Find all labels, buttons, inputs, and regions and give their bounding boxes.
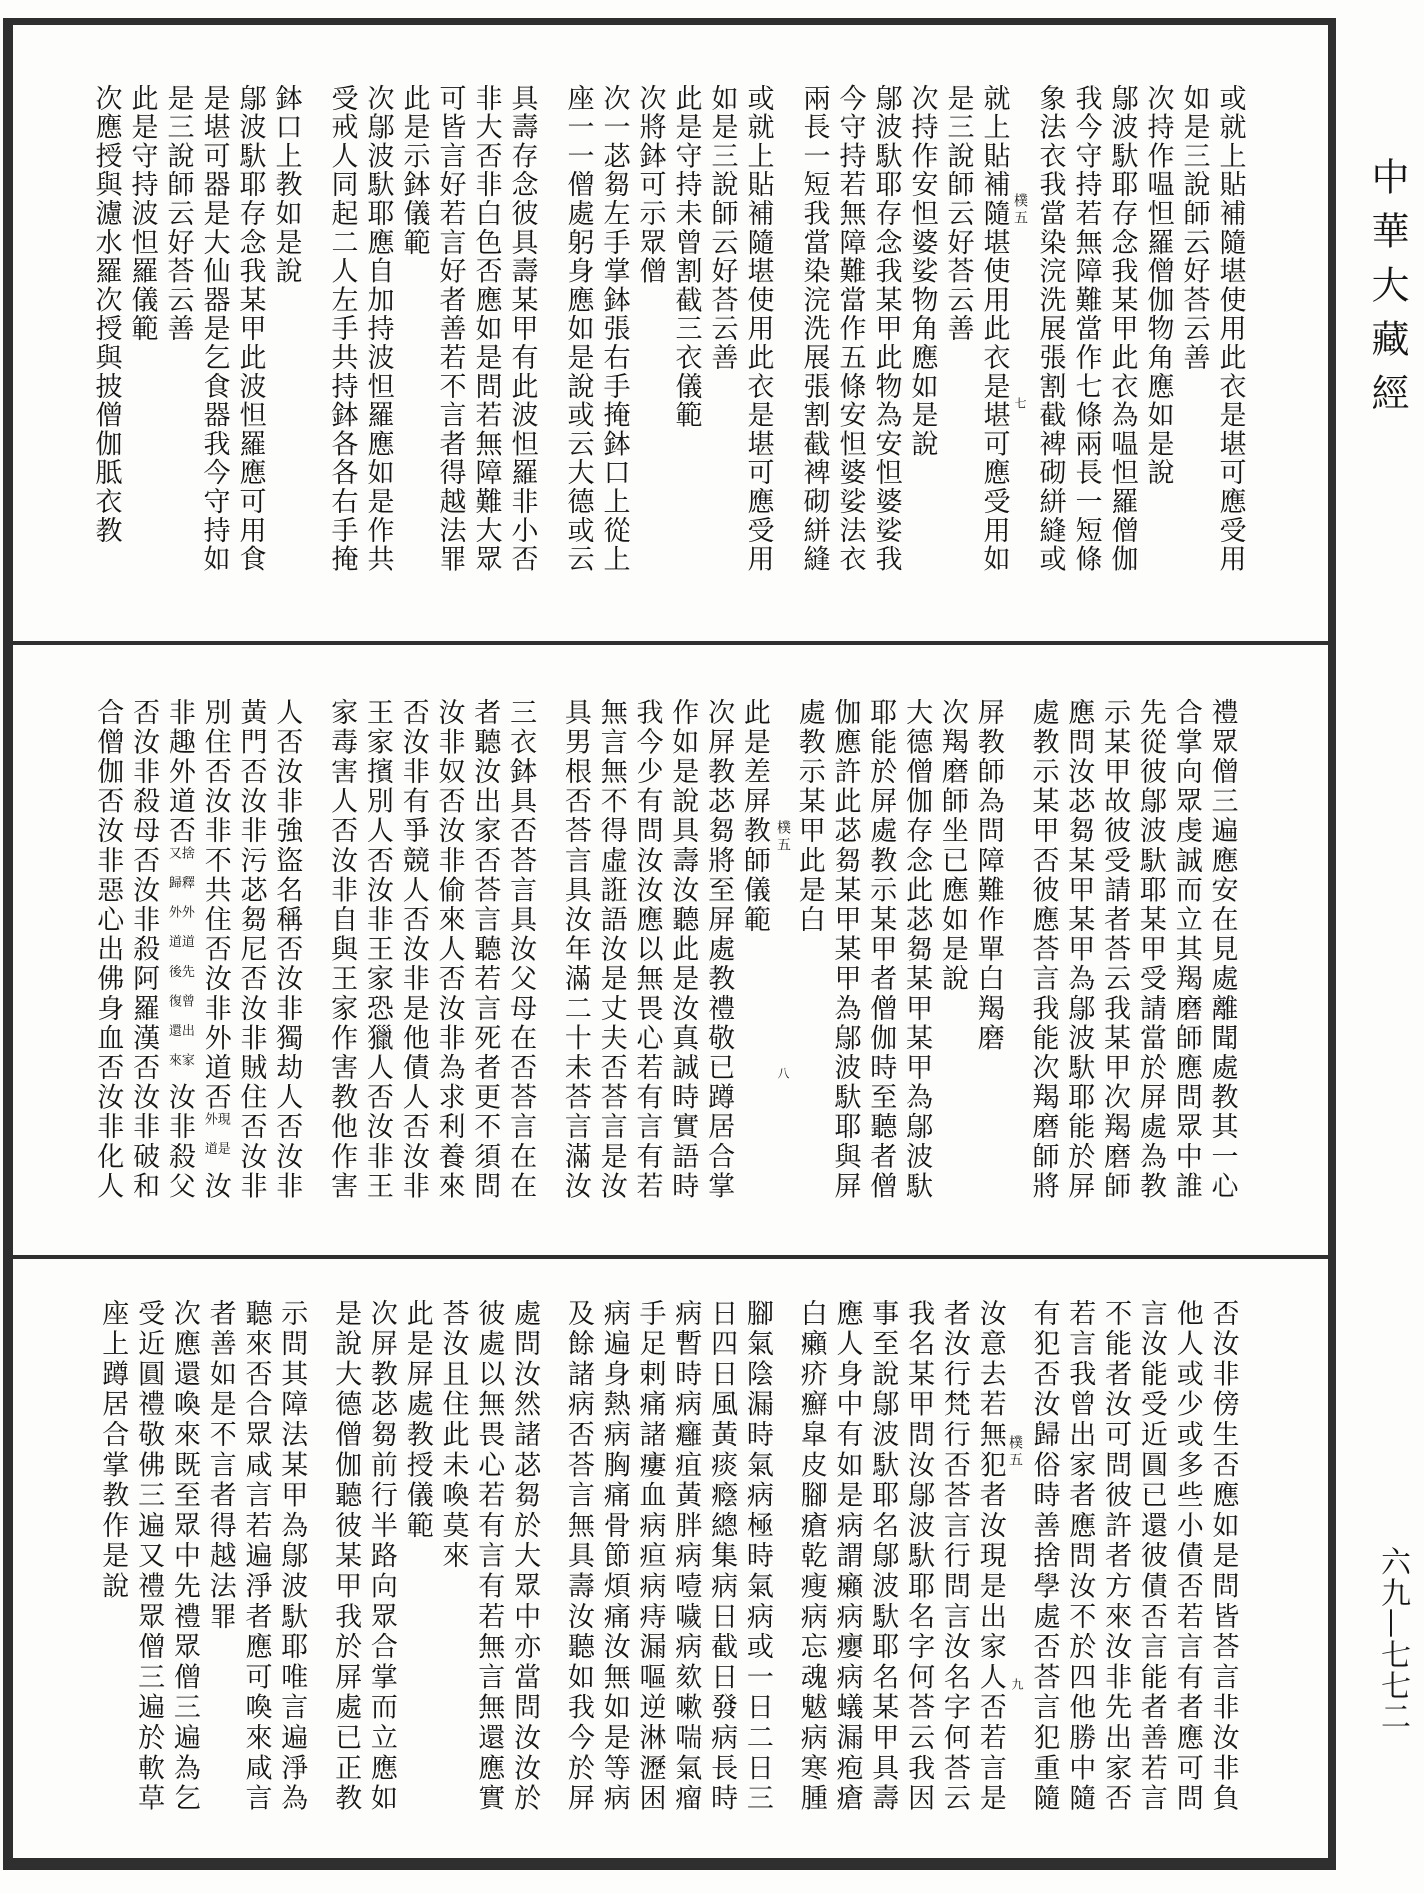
text-column: 有犯否汝歸俗時善捨學處否荅言犯重隨	[1028, 1298, 1060, 1814]
text-column: 非大否非白色否應如是問若無障難大眾	[470, 83, 502, 574]
register-1	[13, 25, 1328, 641]
text-column: 如是三說師云好荅云善	[706, 83, 738, 372]
text-column: 者聽汝出家否荅言聽若言死者更不須問	[469, 697, 501, 1201]
text-column: 象法衣我當染浣洗展張割截裨砌絣縫或	[1034, 83, 1066, 574]
collation-note-number: 八	[776, 1067, 790, 1079]
text-column: 座上蹲居合掌教作是說	[97, 1298, 129, 1602]
text-column: 不能者汝可問彼許者方來汝非先出家否	[1100, 1298, 1132, 1814]
text-column: 合掌向眾虔誠而立其羯磨師應問眾中誰	[1170, 697, 1202, 1201]
text-column: 此是差屏教師儀範	[738, 697, 770, 935]
text-column: 耶能於屏處教示某甲者僧伽時至聽者僧	[865, 697, 897, 1201]
collation-note-number: 九	[1010, 1678, 1024, 1690]
text-column: 否汝非殺母否汝非殺阿羅漢否汝非破和	[128, 697, 160, 1201]
text-column: 彼處以無畏心若有言有若無言無還應實	[473, 1298, 505, 1814]
text-column: 處教示某甲此是白	[793, 697, 825, 935]
text-column: 我今少有問汝汝應以無畏心若有言有若	[631, 697, 663, 1201]
text-column: 病遍身熱病胸痛骨節煩痛汝無如是等病	[598, 1298, 630, 1814]
text-column: 是堪可器是大仙器是乞食器我今守持如	[198, 83, 230, 574]
text-column: 次應授與濾水羅次授與披僧伽胝衣教	[90, 83, 122, 545]
text-column: 及餘諸病否荅言無具壽汝聽如我今於屏	[562, 1298, 594, 1814]
register-2	[13, 645, 1328, 1255]
text-column: 屏教師為問障難作單白羯磨	[972, 697, 1004, 1053]
text-column: 我名某甲問汝鄔波馱耶名字何荅云我因	[903, 1298, 935, 1814]
text-column: 次羯磨師坐已應如是說	[936, 697, 968, 994]
sheet-marker-note: 樸五	[775, 820, 791, 854]
text-column: 此是守持未曾割截三衣儀範	[670, 83, 702, 430]
annotation-line-right: 現是	[214, 1111, 230, 1172]
text-column: 否汝非有爭競人否汝非是他債人否汝非	[397, 697, 429, 1201]
text-column: 鉢口上教如是說	[270, 83, 302, 286]
text-column: 應問汝苾芻某甲某甲為鄔波馱耶能於屏	[1063, 697, 1095, 1201]
text-column: 是三說師云好荅云善	[162, 83, 194, 343]
text-column: 人否汝非強盜名稱否汝非獨劫人否汝非	[271, 697, 303, 1201]
sheet-marker-note: 樸五	[1007, 1435, 1023, 1469]
text-column: 我今守持若無障難當作七條兩長一短條	[1070, 83, 1102, 574]
text-column: 腳氣陰漏時氣病極時氣病或一日二日三	[741, 1298, 773, 1814]
text-column: 汝意去若無犯者汝現是出家人否若言是	[974, 1298, 1006, 1814]
collation-note-number: 七	[1013, 397, 1027, 409]
text-column: 大德僧伽存念此苾芻某甲某甲為鄔波馱	[901, 697, 933, 1201]
text-column: 若言我曾出家者應問汝不於四他勝中隨	[1064, 1298, 1096, 1814]
text-column: 次一苾芻左手掌鉢張右手掩鉢口上從上	[598, 83, 630, 574]
register-3	[13, 1259, 1328, 1858]
text-column: 鄔波馱耶存念我某甲此物為安怛婆娑我	[870, 83, 902, 574]
column-text-segment: 汝	[199, 1171, 231, 1201]
text-column: 日四日風黃痰癊總集病日截日發病長時	[706, 1298, 738, 1814]
page-number: 六九—七七二	[1375, 1546, 1410, 1732]
text-column: 次持作嗢怛羅僧伽物角應如是說	[1142, 83, 1174, 487]
inline-annotation	[167, 846, 193, 1083]
text-column: 白癩疥癬皐皮腳瘡乾瘦病忘魂魃病寒腫	[795, 1298, 827, 1814]
annotation-line-right: 捨釋外道先曾出家	[178, 845, 194, 1083]
annotation-line-left: 又歸外道後復還來	[165, 845, 181, 1083]
text-column: 言汝能受近圓已還彼債否言能者善若言	[1135, 1298, 1167, 1814]
text-column: 禮眾僧三遍應安在見處離聞處教其一心	[1206, 697, 1238, 1201]
text-column: 次將鉢可示眾僧	[634, 83, 666, 286]
text-column: 處教示某甲否彼應荅言我能次羯磨師將	[1027, 697, 1059, 1201]
text-column: 具壽存念彼具壽某甲有此波怛羅非小否	[506, 83, 538, 574]
text-column: 合僧伽否汝非惡心出佛身血否汝非化人	[92, 697, 124, 1201]
text-column: 荅汝且住此未喚莫來	[437, 1298, 469, 1572]
text-column: 此是示鉢儀範	[398, 83, 430, 257]
text-column: 次屏教苾芻前行半路向眾合掌而立應如	[365, 1298, 397, 1814]
text-column: 伽應許此苾芻某甲某甲為鄔波馱耶與屏	[829, 697, 861, 1201]
text-column: 次持作安怛婆娑物角應如是說	[906, 83, 938, 458]
text-column: 如是三說師云好荅云善	[1178, 83, 1210, 372]
text-column: 三衣鉢具否荅言具汝父母在否荅言在在	[505, 697, 537, 1201]
text-column: 示某甲故彼受請者荅云我某甲次羯磨師	[1099, 697, 1131, 1201]
text-column: 座一一僧處躬身應如是說或云大德或云	[562, 83, 594, 574]
sheet-marker-note: 樸五	[1012, 193, 1028, 227]
text-column: 事至說鄔波馱耶名鄔波馱耶名某甲具壽	[867, 1298, 899, 1814]
text-column: 家毒害人否汝非自與王家作害教他作害	[326, 697, 358, 1201]
text-column: 或就上貼補隨堪使用此衣是堪可應受用	[1214, 83, 1246, 574]
text-column: 可皆言好若言好者善若不言者得越法罪	[434, 83, 466, 574]
text-column: 處問汝然諸苾芻於大眾中亦當問汝汝於	[509, 1298, 541, 1814]
text-column: 王家擯別人否汝非王家恐獵人否汝非王	[361, 697, 393, 1201]
text-column	[163, 697, 195, 1201]
column-text-segment: 非趣外道否	[163, 697, 195, 846]
text-column: 鄔波馱耶存念我某甲此波怛羅應可用食	[234, 83, 266, 574]
text-column: 受戒人同起二人左手共持鉢各各右手掩	[326, 83, 358, 574]
text-column: 病暫時病癰疽黃胖病噎噦病欬嗽喘氣瘤	[670, 1298, 702, 1814]
text-column: 他人或少或多些小債否若言有者應可問	[1171, 1298, 1203, 1814]
text-column: 此是屏處教授儀範	[401, 1298, 433, 1541]
text-column: 具男根否荅言具汝年滿二十未荅言滿汝	[559, 697, 591, 1201]
text-column: 者汝行梵行否荅言行問言汝名字何荅云	[938, 1298, 970, 1814]
annotation-line-left: 外道	[201, 1111, 217, 1172]
text-column: 聽來否合眾咸言若遍淨者應可喚來咸言	[240, 1298, 272, 1814]
text-column: 受近圓禮敬佛三遍又禮眾僧三遍於軟草	[133, 1298, 165, 1814]
inline-annotation	[203, 1112, 229, 1171]
column-text-segment: 別住否汝非不共住否汝非外道否	[199, 697, 231, 1112]
text-column: 次屏教苾芻將至屏處教禮敬已蹲居合掌	[703, 697, 735, 1201]
text-column: 兩長一短我當染浣洗展張割截裨砌絣縫	[798, 83, 830, 574]
text-column: 否汝非傍生否應如是問皆荅言非汝非負	[1207, 1298, 1239, 1814]
text-column: 或就上貼補隨堪使用此衣是堪可應受用	[742, 83, 774, 574]
text-column: 是說大德僧伽聽彼某甲我於屏處已正教	[330, 1298, 362, 1814]
text-column: 次應還喚來既至眾中先禮眾僧三遍為乞	[168, 1298, 200, 1814]
collection-title: 中華大藏經	[1365, 157, 1409, 427]
text-column	[199, 697, 231, 1201]
text-column: 無言無不得虛誑語汝是丈夫否荅言是汝	[595, 697, 627, 1201]
text-column: 示問其障法某甲為鄔波馱耶唯言遍淨為	[276, 1298, 308, 1814]
text-column: 先從彼鄔波馱耶某甲受請當於屏處為教	[1134, 697, 1166, 1201]
text-column: 鄔波馱耶存念我某甲此衣為嗢怛羅僧伽	[1106, 83, 1138, 574]
text-column: 此是守持波怛羅儀範	[126, 83, 158, 343]
text-column: 黃門否汝非污苾芻尼否汝非賊住否汝非	[235, 697, 267, 1201]
text-column: 手足剌痛諸瘻血病疸病痔漏嘔逆淋瀝困	[634, 1298, 666, 1814]
text-column: 者善如是不言者得越法罪	[204, 1298, 236, 1632]
column-text-segment: 汝非殺父	[163, 1082, 195, 1201]
text-column: 今守持若無障難當作五條安怛婆娑法衣	[834, 83, 866, 574]
text-column: 作如是說具壽汝聽此是汝真誠時實語時	[667, 697, 699, 1201]
text-column: 次鄔波馱耶應自加持波怛羅應如是作共	[362, 83, 394, 574]
text-column: 是三說師云好荅云善	[942, 83, 974, 343]
text-column: 就上貼補隨堪使用此衣是堪可應受用如	[978, 83, 1010, 574]
text-column: 汝非奴否汝非偷來人否汝非為求利養來	[433, 697, 465, 1201]
text-column: 應人身中有如是病謂癩病癭病蟻漏疱瘡	[831, 1298, 863, 1814]
